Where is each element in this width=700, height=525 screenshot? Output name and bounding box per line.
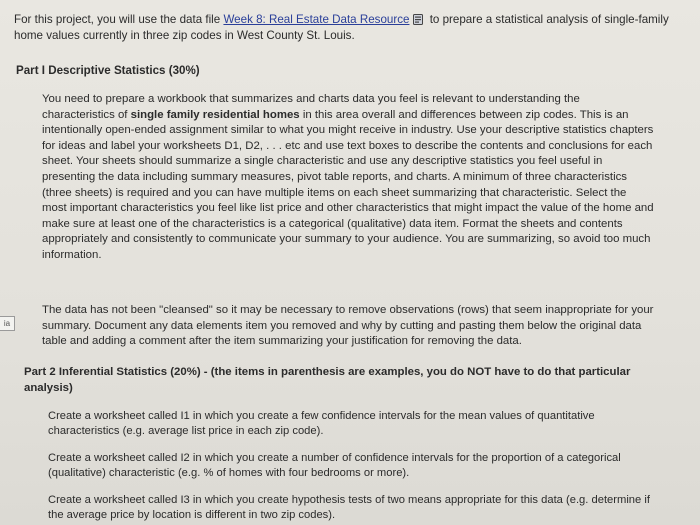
part1-paragraph-2: The data has not been "cleansed" so it may be necessary to remove observations (rows) that seem inappropriate for your summary. Document any data elements item you removed and why by cutting and pasting them below the original data table and adding a comment after the item summarizing your justification for removing the data.: [42, 304, 654, 348]
side-tab[interactable]: ia: [0, 316, 15, 331]
part2-item: Create a worksheet called I2 in which you create a number of confidence intervals for the proportion of a categorical (qualitative) characteristic (e.g. % of homes with four bedrooms or more).: [48, 452, 621, 480]
para1-bold-text: single family residential homes: [130, 108, 300, 121]
para1-text-b: in this area overall and differences between zip codes. This is an intentionally open-ended assignment similar to what you might receive in industry. Use your descriptive statistics chapters for ideas and label your worksheets D1, D2, . . . etc and use text boxes to describe the contents and conclusions for each sheet. Your sheets should summarize a single characteristic and use any descriptive statistics you feel useful in presenting the data including summary measures, pivot table reports, and charts. A minimum of three characteristics (three sheets) is required and you can have multiple items on each sheet summarizing that characteristic. Select the most important characteristics you feel like list price and other characteristics that might impact the value of the home and make sure at least one of the characteristics is a categorical (qualitative) data item. Format the sheets and contents appropriately and consistently to communicate your summary to your audience. You are summarizing, so avoid too much information.: [42, 108, 654, 261]
part2-heading: Part 2 Inferential Statistics (20%) - (the items in parenthesis are examples, you do NOT have to do that particular analysis): [24, 366, 631, 394]
part2-item: Create a worksheet called I3 in which you create hypothesis tests of two means appropriate for this data (e.g. determine if the average price by location is different in two zip codes).: [48, 494, 650, 522]
intro-paragraph: [14, 12, 674, 44]
para1-text-a: You need to prepare a workbook that summarizes and charts data you feel is relevant to understanding the characteristics of: [42, 93, 580, 121]
part2-item: Create a worksheet called I1 in which you create a few confidence intervals for the mean values of quantitative characteristics (e.g. average list price in each zip code).: [48, 410, 595, 438]
intro-text-before: For this project, you will use the data file: [14, 13, 224, 26]
part1-paragraph-1: [42, 92, 654, 264]
file-attachment-icon[interactable]: [413, 14, 423, 25]
data-resource-link[interactable]: Week 8: Real Estate Data Resource: [223, 13, 410, 26]
part1-heading: Part I Descriptive Statistics (30%): [16, 64, 200, 77]
intro-text-after: to prepare a statistical analysis of single-family home values currently in three zip codes in West County St. Louis.: [14, 13, 669, 42]
